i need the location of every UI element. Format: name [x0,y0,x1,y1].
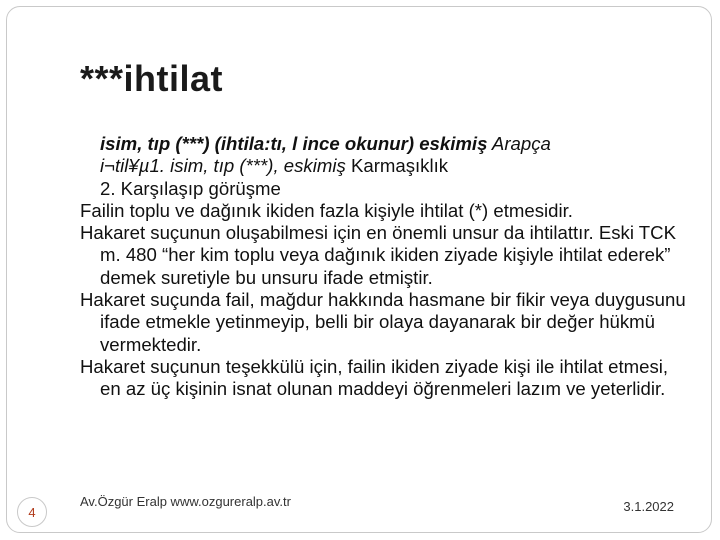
page-number-text: 4 [28,504,36,520]
definition-line-1 [80,133,690,155]
paragraph-4: Hakaret suçunun teşekkülü için, failin ikiden ziyade kişi ile ihtilat etmesi, en az üç kişinin isnat olunan maddeyi öğrenmeleri lazım ve yeterlidir. [80,355,669,400]
paragraph-2: Hakaret suçunun oluşabilmesi için en önemli unsur da ihtilattır. Eski TCK m. 480 “her kim toplu veya dağınık ikiden ziyade kişiyle ihtilat ederek” demek suretiyle bu unsuru ifade etmiştir. [80,222,676,288]
slide-title: ***ihtilat [80,58,224,99]
definition-bold: isim, tıp (***) (ihtila:tı, l ince okunur) eskimiş [100,133,488,154]
paragraph-1: Failin toplu ve dağınık ikiden fazla kişiyle ihtilat (*) etmesidir. [80,199,573,221]
slide-body [80,133,690,401]
paragraph-3: Hakaret suçunda fail, mağdur hakkında hasmane bir fikir veya duygusunu ifade etmekle yetinmeyip, belli bir olaya dayanarak bir değer hükmü vermektedir. [80,289,686,355]
definition-line-3: 2. Karşılaşıp görüşme [100,177,281,199]
definition-rest: Arapça [487,133,551,154]
definition-line-2 [80,155,690,177]
footer-date: 3.1.2022 [623,499,674,514]
page-number [17,497,47,527]
definition-rest-2: Karmaşıklık [345,155,449,177]
footer-author: Av.Özgür Eralp www.ozgureralp.av.tr [80,494,291,509]
definition-italic: i¬til¥µ1. isim, tıp (***), eskimiş [100,155,346,177]
